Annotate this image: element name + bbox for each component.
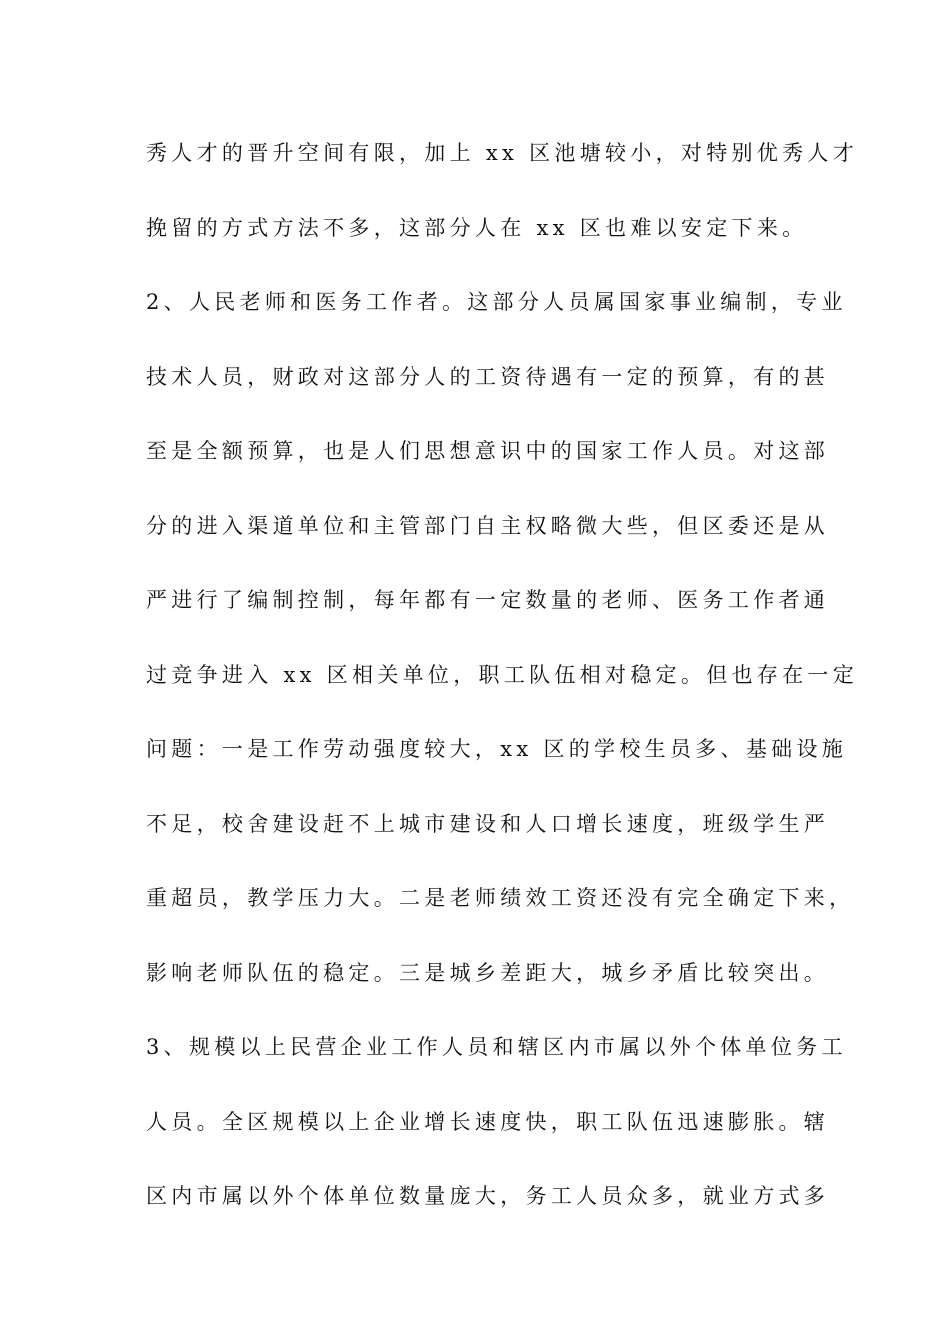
text-line: 过竞争进入 xx 区相关单位，职工队伍相对稳定。但也存在一定 — [146, 662, 859, 687]
text-line: 挽留的方式方法不多，这部分人在 xx 区也难以安定下来。 — [146, 215, 808, 240]
text-line: 不足，校舍建设赶不上城市建设和人口增长速度，班级学生严 — [146, 811, 830, 836]
text-line: 人员。全区规模以上企业增长速度快，职工队伍迅速膨胀。辖 — [146, 1109, 830, 1134]
text-line: 重超员，教学压力大。二是老师绩效工资还没有完全确定下来， — [146, 886, 855, 910]
text-line: 严进行了编制控制，每年都有一定数量的老师、医务工作者通 — [146, 588, 830, 612]
text-line: 区内市属以外个体单位数量庞大，务工人员众多，就业方式多 — [146, 1184, 830, 1208]
text-line: 问题：一是工作劳动强度较大，xx 区的学校生员多、基础设施 — [146, 737, 848, 761]
text-line: 秀人才的晋升空间有限，加上 xx 区池塘较小，对特别优秀人才 — [146, 141, 859, 165]
text-line: 3、规模以上民营企业工作人员和辖区内市属以外个体单位务工 — [146, 1035, 847, 1059]
body-text — [146, 126, 859, 1244]
text-line: 至是全额预算，也是人们思想意识中的国家工作人员。对这部 — [146, 439, 830, 463]
text-line: 分的进入渠道单位和主管部门自主权略微大些，但区委还是从 — [146, 513, 830, 538]
text-line: 2、人民老师和医务工作者。这部分人员属国家事业编制，专业 — [146, 290, 847, 314]
text-line: 技术人员，财政对这部分人的工资待遇有一定的预算，有的甚 — [146, 364, 830, 389]
text-line: 影响老师队伍的稳定。三是城乡差距大，城乡矛盾比较突出。 — [146, 960, 830, 985]
